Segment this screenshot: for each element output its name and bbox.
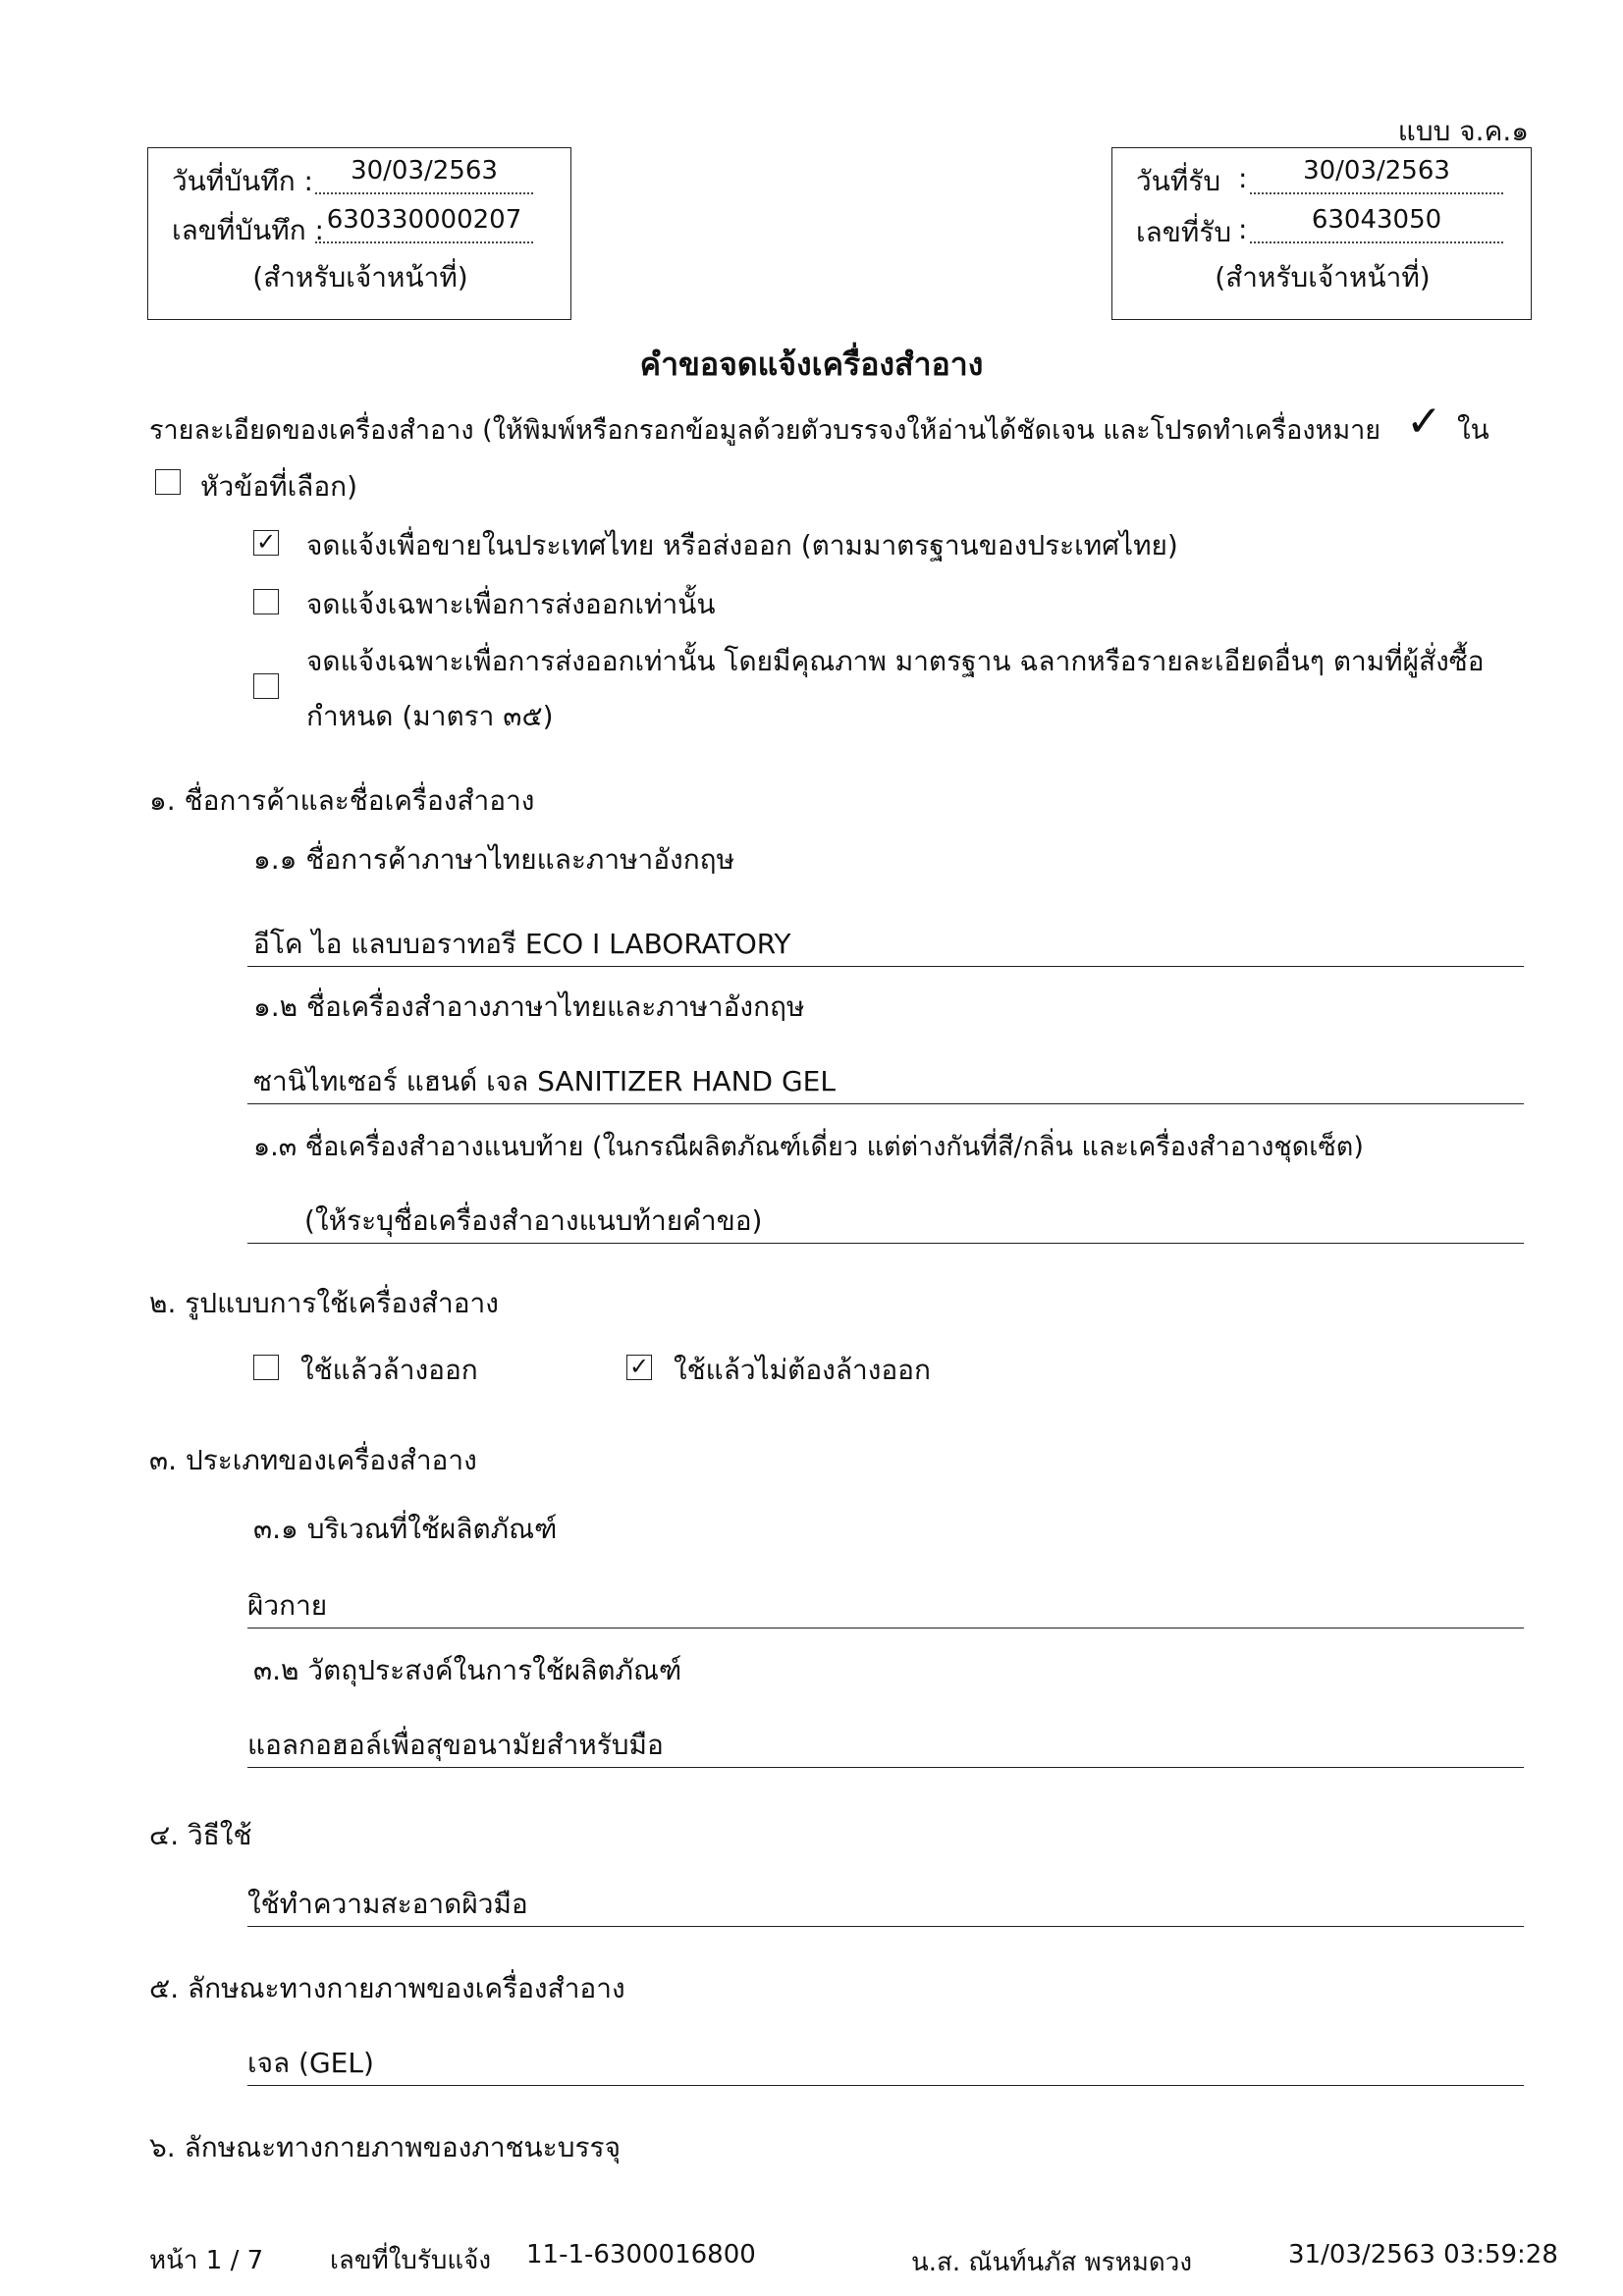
section5-value: เจล (GEL) [247, 2047, 374, 2079]
section3-sub2-value: แอลกอฮอล์เพื่อสุขอนามัยสำหรับมือ [247, 1729, 664, 1761]
section1-sub1-label: ๑.๑ ชื่อการค้าภาษาไทยและภาษาอังกฤษ [253, 843, 735, 876]
section1-sub1-underline [247, 966, 1524, 967]
record-no-label: เลขที่บันทึก : [172, 214, 324, 246]
rinse-off-checkbox[interactable] [253, 1355, 279, 1380]
rinse-off-label: ใช้แล้วล้างออก [300, 1354, 478, 1386]
instructions-line2: หัวข้อที่เลือก) [200, 470, 358, 503]
footer-timestamp: 31/03/2563 03:59:28 [1288, 2240, 1558, 2269]
check-mark-icon: ✓ [1406, 397, 1442, 447]
receive-date-dotline [1250, 192, 1503, 194]
receive-no-dotline [1250, 241, 1503, 243]
section3-sub1-value: ผิวกาย [247, 1589, 328, 1622]
receive-no-colon: : [1238, 213, 1248, 245]
section1-sub1-value: อีโค ไอ แลบบอราทอรี ECO I LABORATORY [253, 928, 791, 960]
notify-option-3-checkbox[interactable] [253, 673, 279, 699]
notify-option-2-label: จดแจ้งเฉพาะเพื่อการส่งออกเท่านั้น [306, 588, 716, 620]
section1-sub3-note: (ให้ระบุชื่อเครื่องสำอางแนบท้ายคำขอ) [304, 1204, 763, 1237]
section1-sub2-underline [247, 1103, 1524, 1104]
notify-option-1-checkbox[interactable]: ✓ [253, 530, 279, 556]
notify-option-2-checkbox[interactable] [253, 589, 279, 614]
section1-sub3-underline [247, 1243, 1524, 1244]
leave-on-label: ใช้แล้วไม่ต้องล้างออก [674, 1354, 931, 1386]
section6-heading: ๖. ลักษณะทางกายภาพของภาชนะบรรจุ [149, 2131, 621, 2163]
section2-heading: ๒. รูปแบบการใช้เครื่องสำอาง [149, 1287, 499, 1319]
section1-sub2-value: ซานิไทเซอร์ แฮนด์ เจล SANITIZER HAND GEL [253, 1065, 836, 1097]
record-no-value: 630330000207 [326, 205, 522, 235]
section3-sub2-underline [247, 1767, 1524, 1768]
record-info-box [147, 147, 571, 320]
receive-no-label: เลขที่รับ [1136, 216, 1232, 248]
leave-on-checkbox[interactable]: ✓ [626, 1355, 652, 1380]
officer-note-left: (สำหรับเจ้าหน้าที่) [252, 261, 468, 294]
section1-sub2-label: ๑.๒ ชื่อเครื่องสำอางภาษาไทยและภาษาอังกฤษ [253, 990, 805, 1023]
instructions-line1-end: ใน [1457, 413, 1489, 446]
footer-receipt-label: เลขที่ใบรับแจ้ง [330, 2246, 492, 2275]
footer-name: น.ส. ณันท์นภัส พรหมดวง [911, 2248, 1193, 2277]
footer-page: หน้า 1 / 7 [149, 2246, 264, 2275]
section1-heading: ๑. ชื่อการค้าและชื่อเครื่องสำอาง [149, 784, 535, 817]
section5-heading: ๕. ลักษณะทางกายภาพของเครื่องสำอาง [149, 1972, 625, 2004]
section5-underline [247, 2085, 1524, 2086]
section3-sub1-label: ๓.๑ บริเวณที่ใช้ผลิตภัณฑ์ [253, 1513, 558, 1545]
footer-receipt-no: 11-1-6300016800 [526, 2240, 756, 2269]
notify-option-1-label: จดแจ้งเพื่อขายในประเทศไทย หรือส่งออก (ตามมาตรฐานของประเทศไทย) [306, 529, 1178, 561]
record-date-label: วันที่บันทึก : [172, 165, 313, 197]
section4-heading: ๔. วิธีใช้ [149, 1819, 252, 1851]
record-no-dotline [315, 241, 533, 243]
form-title: คำขอจดแจ้งเครื่องสำอาง [639, 346, 984, 383]
section4-value: ใช้ทำความสะอาดผิวมือ [247, 1888, 528, 1920]
receive-date-value: 30/03/2563 [1303, 156, 1450, 186]
instructions-line1: รายละเอียดของเครื่องสำอาง (ให้พิมพ์หรือกรอกข้อมูลด้วยตัวบรรจงให้อ่านได้ชัดเจน และโปรดทำเครื่องหมาย [149, 415, 1381, 446]
receive-date-colon: : [1238, 162, 1248, 194]
section3-sub2-label: ๓.๒ วัตถุประสงค์ในการใช้ผลิตภัณฑ์ [253, 1654, 682, 1686]
receive-info-box [1111, 147, 1532, 320]
section4-underline [247, 1926, 1524, 1927]
record-date-dotline [315, 192, 533, 194]
form-code: แบบ จ.ค.๑ [1397, 115, 1529, 147]
notify-option-3-label-line2: กำหนด (มาตรา ๓๕) [306, 700, 554, 732]
receive-date-label: วันที่รับ [1136, 165, 1221, 197]
officer-note-right: (สำหรับเจ้าหน้าที่) [1215, 261, 1431, 294]
instructions-example-checkbox [155, 469, 181, 495]
record-date-value: 30/03/2563 [351, 156, 498, 186]
section3-heading: ๓. ประเภทของเครื่องสำอาง [149, 1444, 477, 1476]
section3-sub1-underline [247, 1628, 1524, 1629]
section1-sub3-label: ๑.๓ ชื่อเครื่องสำอางแนบท้าย (ในกรณีผลิตภัณฑ์เดี่ยว แต่ต่างกันที่สี/กลิ่น และเครื่องสำอางชุดเซ็ต) [253, 1132, 1364, 1162]
receive-no-value: 63043050 [1311, 205, 1442, 235]
notify-option-3-label-line1: จดแจ้งเฉพาะเพื่อการส่งออกเท่านั้น โดยมีคุณภาพ มาตรฐาน ฉลากหรือรายละเอียดอื่นๆ ตามที่ผู้สั่งซื้อ [306, 645, 1485, 677]
